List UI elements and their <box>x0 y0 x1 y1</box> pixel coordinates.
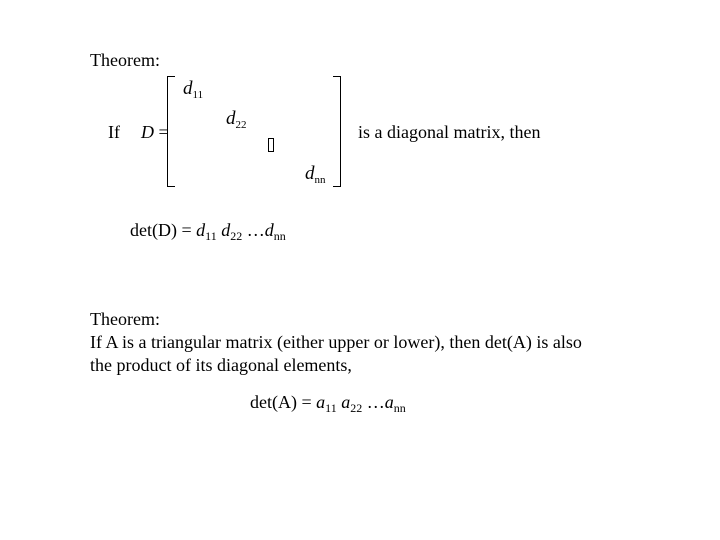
matrix-definition-lhs <box>141 122 169 142</box>
matrix-variable: D <box>141 122 154 142</box>
matrix-left-bracket <box>167 76 175 187</box>
matrix-entry-d11: $d_{11}$ <box>183 78 204 101</box>
diagonal-matrix-suffix: is a diagonal matrix, then <box>358 122 541 142</box>
det-a-formula: $\det(A) = a_{11}$ $a_{22}$ $\dots a_{nn}$ <box>250 392 406 415</box>
theorem2-line1: If A is a triangular matrix (either upper or lower), then det(A) is also <box>90 332 582 352</box>
matrix-entry-dnn: $d_{nn}$ <box>305 163 326 186</box>
theorem1-heading: Theorem: <box>90 50 160 70</box>
matrix-entry-d22: $d_{22}$ <box>226 108 247 131</box>
if-label: If <box>108 122 120 142</box>
matrix-right-bracket <box>333 76 341 187</box>
diagonal-dots-placeholder <box>268 138 274 152</box>
equals-sign: = <box>158 122 169 142</box>
theorem2-line2: the product of its diagonal elements, <box>90 355 352 375</box>
theorem2-heading: Theorem: <box>90 309 160 329</box>
det-d-formula: $\det(D) = d_{11}$ $d_{22}$ $\dots d_{nn}$ <box>130 220 286 243</box>
